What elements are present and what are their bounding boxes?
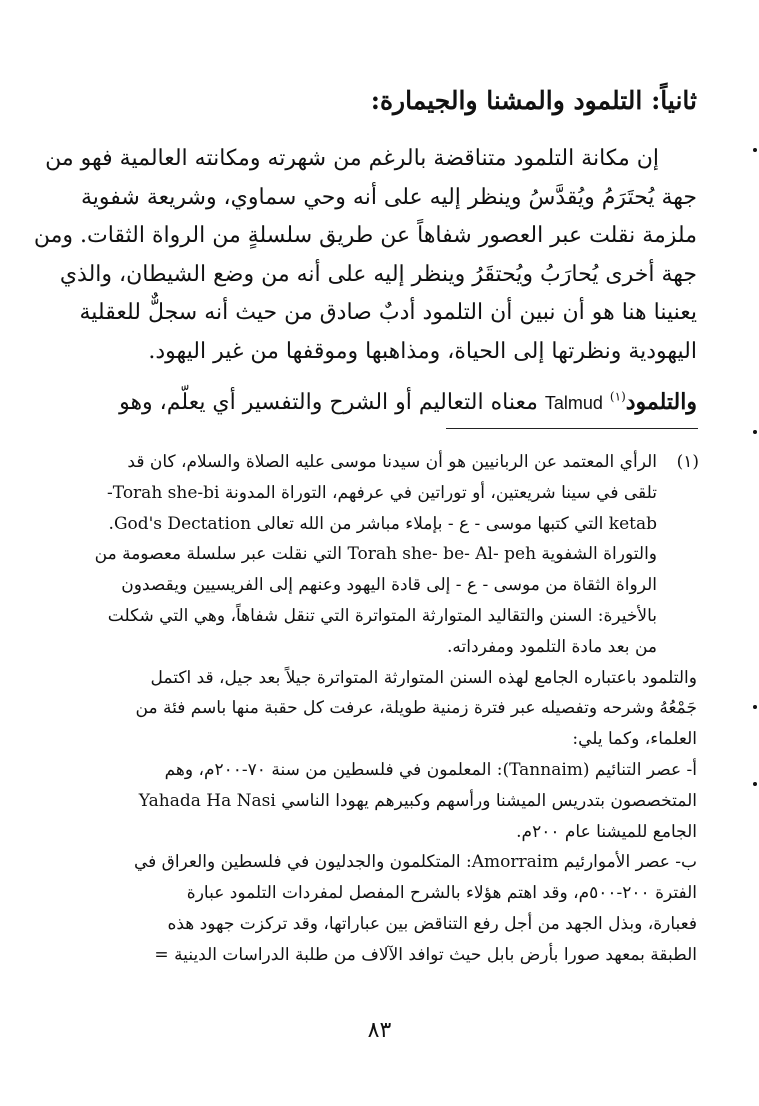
footnote-line: الرأي المعتمد عن الربانيين هو أن سيدنا موسى عليه الصلاة والسلام، كان قد	[127, 452, 657, 472]
footnote-line: بالأخيرة: السنن والتقاليد المتوارثة المتواترة التي تنقل شفاهاً، وهي التي شكلت	[107, 605, 657, 626]
footnote-separator	[446, 428, 698, 429]
footnote-continuation	[57, 663, 697, 971]
page-number: ٨٣	[367, 1018, 392, 1043]
margin-dot	[753, 782, 757, 786]
talmud-term: والتلمود	[625, 389, 697, 415]
footnote-line: فعبارة، وبذل الجهد من أجل رفع التناقض بين عباراتها، وقد تركزت جهود هذه	[167, 913, 697, 934]
body-line: إن مكانة التلمود متناقضة بالرغم من شهرته ومكانته العالمية فهو من	[45, 146, 659, 171]
footnote-line: الفترة ٢٠٠-٥٠٠م، وقد اهتم هؤلاء بالشرح المفصل لمفردات التلمود عبارة	[186, 883, 697, 904]
margin-dot	[753, 705, 757, 709]
footnote-line: ketab التي كتبها موسى - ع - بإملاء مباشر من الله تعالى God's Dectation.	[108, 513, 657, 534]
footnote-line: الجامع للميشنا عام ٢٠٠م.	[516, 821, 697, 842]
margin-dot	[753, 430, 757, 434]
footnote-section	[57, 447, 697, 971]
footnote-line: تلقى في سينا شريعتين، أو توراتين في عرفهم، التوراة المدونة Torah she-bi-	[107, 482, 657, 503]
body-line: جهة أخرى يُحارَبُ ويُحتقَرُ وينظر إليه على أنه من وضع الشيطان، والذي	[59, 261, 697, 287]
footnote-body	[57, 447, 697, 663]
footnote-line: أ- عصر التنائيم (Tannaim): المعلمون في فلسطين من سنة ٧٠-٢٠٠م، وهم	[164, 759, 697, 780]
margin-dot	[753, 148, 757, 152]
talmud-latin-term: Talmud	[544, 393, 603, 413]
footnote-line: والتلمود باعتباره الجامع لهذه السنن المتوارثة المتواترة جيلاً بعد جيل، قد اكتمل	[150, 667, 697, 688]
body-line: يعنينا هنا هو أن نبين أن التلمود أدبٌ صادق من حيث أنه سجلٌّ للعقلية	[79, 300, 697, 325]
footnote-line: من بعد مادة التلمود ومفرداته.	[447, 636, 657, 657]
body-line: جهة يُحتَرَمُ ويُقدَّسُ وينظر إليه على أنه وحي سماوي، وشريعة شفوية	[81, 184, 697, 210]
footnote-line: الطبقة بمعهد صورا بأرض بابل حيث توافد الآلاف من طلبة الدراسات الدينية =	[154, 944, 697, 965]
main-body-text	[33, 140, 697, 422]
footnote-reference[interactable]: (١)	[609, 389, 626, 404]
footnote-line: المتخصصون بتدريس الميشنا ورأسهم وكبيرهم يهودا الناسي Yahada Ha Nasi	[138, 790, 697, 811]
body-line: اليهودية ونظرتها إلى الحياة، ومذاهبها وموقفها من غير اليهود.	[148, 338, 697, 364]
body-line: ملزمة نقلت عبر العصور شفاهاً عن طريق سلسلةٍ من الرواة الثقات. ومن	[33, 223, 697, 248]
footnote-line: جَمْعُهُ وشرحه وتفصيله عبر فترة زمنية طويلة، عرفت كل حقبة منها باسم فئة من	[135, 698, 697, 719]
footnote-line: ب- عصر الأموارئيم Amorraim: المتكلمون والجدليون في فلسطين والعراق في	[133, 852, 697, 873]
talmud-definition: معناه التعاليم أو الشرح والتفسير أي يعلّم، وهو	[119, 390, 538, 415]
footnote-line: والتوراة الشفوية Torah she- be- Al- peh التي نقلت عبر سلسلة معصومة من	[94, 544, 657, 565]
footnote-line: الرواة الثقاة من موسى - ع - إلى قادة اليهود وعنهم إلى الفريسيين ويقصدون	[121, 575, 657, 596]
section-heading: ثانياً: التلمود والمشنا والجيمارة:	[370, 86, 697, 115]
footnote-line: العلماء، وكما يلي:	[572, 729, 697, 750]
talmud-paragraph-line	[57, 383, 697, 422]
footnote-marker: (١)	[676, 452, 699, 472]
